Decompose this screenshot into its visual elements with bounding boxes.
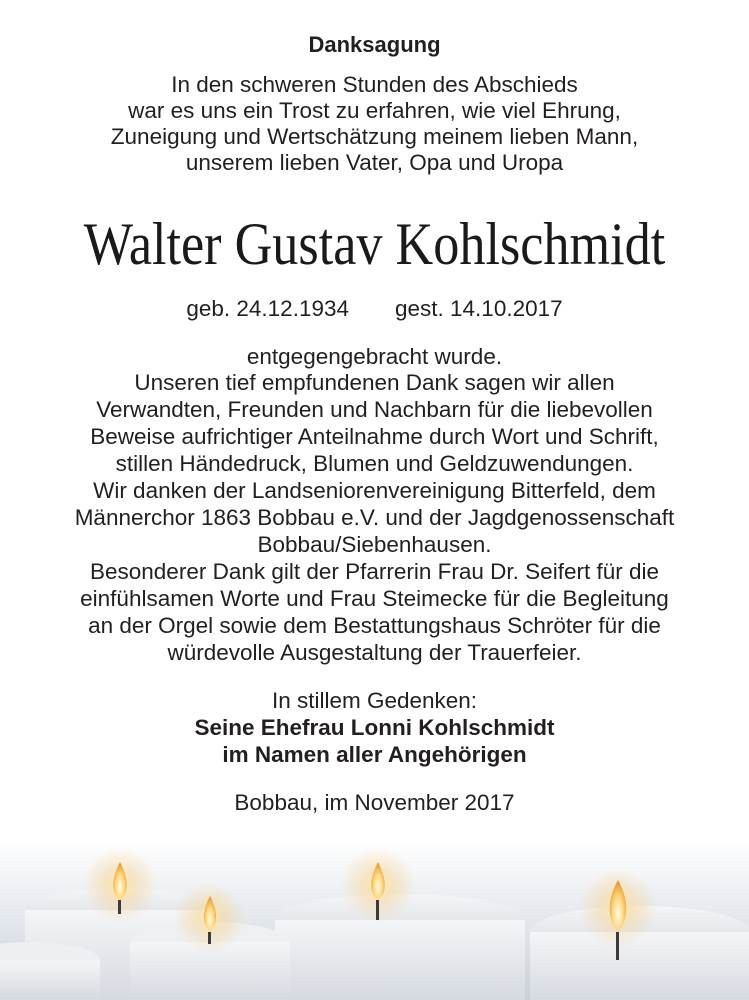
- body-line: an der Orgel sowie dem Bestattungshaus Schröter für die: [88, 613, 661, 638]
- intro-line: unserem lieben Vater, Opa und Uropa: [185, 150, 564, 175]
- body-line: würdevolle Ausgestaltung der Trauerfeier.: [167, 640, 582, 665]
- life-dates: [0, 296, 749, 322]
- body-line: Verwandten, Freunden und Nachbarn für die liebevollen: [96, 397, 653, 422]
- candles-image: [0, 840, 749, 1000]
- birth-date: geb. 24.12.1934: [186, 296, 349, 321]
- body-line: Bobbau/Siebenhausen.: [257, 532, 492, 557]
- body-line: Beweise aufrichtiger Anteilnahme durch Wort und Schrift,: [90, 424, 659, 449]
- signature-line: Seine Ehefrau Lonni Kohlschmidt: [194, 715, 555, 740]
- deceased-name: Walter Gustav Kohlschmidt: [83, 211, 666, 277]
- body-line: Besonderer Dank gilt der Pfarrerin Frau Dr. Seifert für die: [90, 559, 659, 584]
- intro-line: war es uns ein Trost zu erfahren, wie viel Ehrung,: [128, 98, 621, 123]
- intro-line: In den schweren Stunden des Abschieds: [171, 72, 578, 97]
- body-line: stillen Händedruck, Blumen und Geldzuwendungen.: [115, 451, 634, 476]
- body-line: Wir danken der Landseniorenvereinigung Bitterfeld, dem: [93, 478, 656, 503]
- body-line: Unseren tief empfundenen Dank sagen wir allen: [134, 370, 615, 395]
- signature-line: im Namen aller Angehörigen: [222, 742, 527, 767]
- death-date: gest. 14.10.2017: [395, 296, 563, 321]
- intro-line: Zuneigung und Wertschätzung meinem lieben Mann,: [110, 124, 639, 149]
- notice-heading: Danksagung: [308, 32, 441, 57]
- closing-phrase: In stillem Gedenken:: [271, 688, 478, 713]
- body-line: Männerchor 1863 Bobbau e.V. und der Jagdgenossenschaft: [74, 505, 675, 530]
- body-line: entgegengebracht wurde.: [246, 344, 503, 369]
- place-date: Bobbau, im November 2017: [234, 790, 515, 815]
- body-line: einfühlsamen Worte und Frau Steimecke für die Begleitung: [80, 586, 669, 611]
